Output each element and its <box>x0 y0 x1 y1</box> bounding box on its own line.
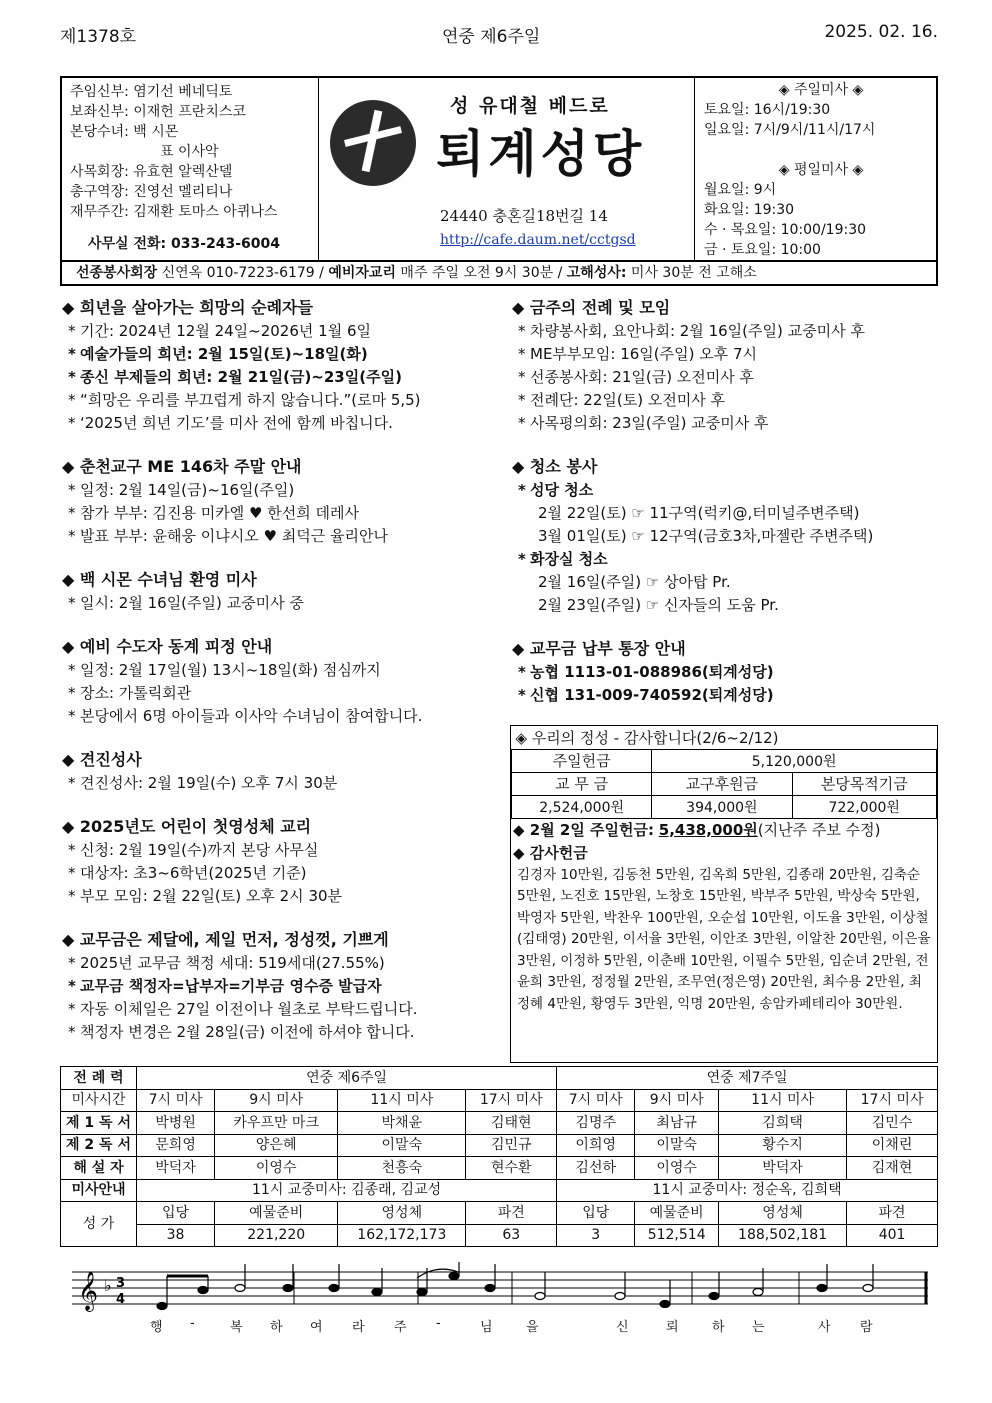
cleaning-line: 2월 16일(주일) ☞ 상아탑 Pr. <box>538 573 731 591</box>
clergy-line: 보좌신부: 이재헌 프란치스코 <box>70 104 246 120</box>
lyric-syllable: 람 <box>860 1320 875 1335</box>
list-item: * 성당 청소 <box>512 479 938 502</box>
list-item: * 대상자: 초3~6학년(2025년 기준) <box>62 862 502 885</box>
list-item: * 본당에서 6명 아이들과 이사악 수녀님이 참여합니다. <box>62 705 502 728</box>
table-cell: 이희영 <box>557 1134 635 1157</box>
list-item: * 종신 부제들의 희년: 2월 21일(금)~23일(주일) <box>62 366 502 389</box>
svg-text:4: 4 <box>116 1292 126 1307</box>
table-cell: 현수환 <box>466 1157 557 1180</box>
table-cell: 김태현 <box>466 1112 557 1135</box>
cross-logo-icon <box>330 100 416 186</box>
hymn-header: 예물준비 <box>635 1202 719 1225</box>
list-item: * 선종봉사회: 21일(금) 오전미사 후 <box>512 366 938 389</box>
list-item: * 신협 131-009-740592(퇴계성당) <box>512 684 938 707</box>
section-title: ◆ 견진성사 <box>62 750 142 769</box>
feb2-note: (지난주 주보 수정) <box>757 820 881 839</box>
offering-label: 교 무 금 <box>512 772 652 795</box>
row-label: 제 2 독 서 <box>61 1134 137 1157</box>
table-cell: 162,172,173 <box>338 1224 466 1247</box>
table-cell: 512,514 <box>635 1224 719 1247</box>
lyric-syllable: - <box>436 1316 443 1331</box>
offering-value: 5,120,000원 <box>652 749 937 772</box>
hymn-header: 예물준비 <box>215 1202 338 1225</box>
table-cell: 63 <box>466 1224 557 1247</box>
right-column <box>512 296 938 707</box>
table-cell: 양은혜 <box>215 1134 338 1157</box>
list-item: * 예술가들의 희년: 2월 15일(토)~18일(화) <box>62 343 502 366</box>
table-cell: 이영수 <box>635 1157 719 1180</box>
mass-time-header: 11시 미사 <box>719 1089 847 1112</box>
table-cell: 김민수 <box>847 1112 938 1135</box>
table-cell: 401 <box>847 1224 938 1247</box>
week-header: 연중 제6주일 <box>137 1067 557 1090</box>
parish-address: 24440 충혼길18번길 14 <box>440 207 608 225</box>
section-title: ◆ 교무금은 제달에, 제일 먼저, 정성껏, 기쁘게 <box>62 930 389 949</box>
list-item: * 일시: 2월 16일(주일) 교중미사 중 <box>62 592 502 615</box>
table-cell: 문희영 <box>137 1134 215 1157</box>
info-bar <box>60 262 938 286</box>
weekday-mass-title: ◈ 평일미사 ◈ <box>778 162 864 178</box>
row-label: 전 례 력 <box>61 1067 137 1090</box>
lyric-syllable: 주 <box>394 1320 409 1335</box>
table-row <box>61 1157 938 1180</box>
table-cell: 박덕자 <box>137 1157 215 1180</box>
row-label: 제 1 독 서 <box>61 1112 137 1135</box>
lyric-syllable: 여 <box>310 1320 325 1335</box>
lyric-syllable: 사 <box>818 1320 833 1335</box>
issue-date: 2025. 02. 16. <box>824 22 938 42</box>
list-item: * 농협 1113-01-088986(퇴계성당) <box>512 661 938 684</box>
offering-box <box>510 725 938 1063</box>
mass-time-line: 일요일: 7시/9시/11시/17시 <box>704 122 876 138</box>
mass-time-line: 월요일: 9시 <box>704 182 777 198</box>
section-title: ◆ 희년을 살아가는 희망의 순례자들 <box>62 298 313 317</box>
table-cell: 김선하 <box>557 1157 635 1180</box>
list-item: * 책정자 변경은 2월 28일(금) 이전에 하셔야 합니다. <box>62 1021 502 1044</box>
info-value: 신연옥 010-7223-6179 / <box>161 265 324 281</box>
hymn-header: 영성체 <box>719 1202 847 1225</box>
list-item: * 전례단: 22일(토) 오전미사 후 <box>512 389 938 412</box>
lyric-syllable: 라 <box>352 1320 367 1335</box>
lyric-syllable: - <box>190 1316 197 1331</box>
mass-time-line: 화요일: 19:30 <box>704 202 795 218</box>
week-header: 연중 제7주일 <box>557 1067 938 1090</box>
mass-time-line: 토요일: 16시/19:30 <box>704 102 831 118</box>
table-row <box>61 1112 938 1135</box>
top-line <box>60 22 938 48</box>
table-row <box>61 1134 938 1157</box>
feb2-label: ◆ 2월 2일 주일헌금: <box>513 820 655 839</box>
clergy-list <box>70 82 280 254</box>
lyric-syllable: 하 <box>712 1320 727 1335</box>
clergy-line: 재무주간: 김재환 토마스 아퀴나스 <box>70 204 278 220</box>
issue-number: 제1378호 <box>60 27 137 47</box>
mass-time-header: 9시 미사 <box>635 1089 719 1112</box>
row-label: 해 설 자 <box>61 1157 137 1180</box>
mass-time-line: 수 · 목요일: 10:00/19:30 <box>704 222 867 238</box>
table-cell: 김희택 <box>719 1112 847 1135</box>
list-item: * “희망은 우리를 부끄럽게 하지 않습니다.”(로마 5,5) <box>62 389 502 412</box>
section-title: ◆ 2025년도 어린이 첫영성체 교리 <box>62 817 312 836</box>
cleaning-line: 2월 23일(주일) ☞ 신자들의 도움 Pr. <box>538 596 779 614</box>
offering-value: 394,000원 <box>652 795 792 818</box>
lyric-syllable: 하 <box>270 1320 285 1335</box>
lyric-syllable: 복 <box>230 1320 245 1335</box>
lyric-syllable: 을 <box>526 1320 541 1335</box>
table-cell: 이채린 <box>847 1134 938 1157</box>
mass-time-line: 금 · 토요일: 10:00 <box>704 242 821 258</box>
table-cell: 김명주 <box>557 1112 635 1135</box>
section-title: ◆ 춘천교구 ME 146차 주말 안내 <box>62 457 302 476</box>
row-label: 미사시간 <box>61 1089 137 1112</box>
info-label: 고해성사: <box>566 265 627 281</box>
section-title: ◆ 예비 수도자 동계 피정 안내 <box>62 637 273 656</box>
mass-time-header: 7시 미사 <box>137 1089 215 1112</box>
hymn-header: 입당 <box>137 1202 215 1225</box>
table-cell: 38 <box>137 1224 215 1247</box>
table-cell: 이말숙 <box>635 1134 719 1157</box>
list-item: * 2025년 교무금 책정 세대: 519세대(27.55%) <box>62 952 502 975</box>
list-item: * 참가 부부: 김진용 미카엘 ♥ 한선희 데레사 <box>62 502 502 525</box>
parish-subtitle: 성 유대철 베드로 <box>450 95 610 117</box>
offering-label: 본당목적기금 <box>792 772 937 795</box>
cleaning-line: 3월 01일(토) ☞ 12구역(금호3차,마젤란 주변주택) <box>538 527 874 545</box>
list-item: * 발표 부부: 윤해웅 이냐시오 ♥ 최덕근 율리안나 <box>62 525 502 548</box>
mass-time-header: 11시 미사 <box>338 1089 466 1112</box>
list-item: * 일정: 2월 14일(금)~16일(주일) <box>62 479 502 502</box>
clergy-line: 표 이사악 <box>160 144 219 160</box>
hymn-header: 파견 <box>466 1202 557 1225</box>
table-cell: 11시 교중미사: 김종래, 김교성 <box>137 1179 557 1202</box>
cleaning-line: 2월 22일(토) ☞ 11구역(럭키@,터미널주변주택) <box>538 504 860 522</box>
office-phone: 사무실 전화: 033-243-6004 <box>88 236 280 252</box>
list-item: * 신청: 2월 19일(수)까지 본당 사무실 <box>62 839 502 862</box>
parish-name: 퇴계성당 <box>436 125 646 183</box>
header-box <box>60 76 938 262</box>
flat-icon: ♭ <box>104 1276 112 1295</box>
offering-label: 교구후원금 <box>652 772 792 795</box>
table-cell: 박채윤 <box>338 1112 466 1135</box>
lyric-syllable: 행 <box>150 1320 165 1335</box>
mass-time-header: 17시 미사 <box>847 1089 938 1112</box>
left-column <box>62 296 502 1044</box>
table-cell: 221,220 <box>215 1224 338 1247</box>
section-title: ◆ 교무금 납부 통장 안내 <box>512 639 686 658</box>
treble-clef-icon: 𝄞 <box>78 1271 99 1311</box>
offering-label: 주일헌금 <box>512 749 652 772</box>
info-label: 예비자교리 <box>328 265 396 281</box>
info-value: 미사 30분 전 고해소 <box>630 265 757 281</box>
mass-time-header: 7시 미사 <box>557 1089 635 1112</box>
table-cell: 11시 교중미사: 정순옥, 김희택 <box>557 1179 938 1202</box>
parish-logo-area <box>320 78 756 264</box>
sunday-mass-title: ◈ 주일미사 ◈ <box>778 82 864 98</box>
offering-value: 722,000원 <box>792 795 937 818</box>
list-item: * 일정: 2월 17일(월) 13시~18일(화) 점심까지 <box>62 659 502 682</box>
table-cell: 188,502,181 <box>719 1224 847 1247</box>
list-item: * 견진성사: 2월 19일(수) 오후 7시 30분 <box>62 772 502 795</box>
table-cell: 박덕자 <box>719 1157 847 1180</box>
donor-list: 김경자 10만원, 김동천 5만원, 김옥희 5만원, 김종래 20만원, 김축순 5만원, 노진호 15만원, 노창호 15만원, 박부주 5만원, 박상숙 5만원, 박영자 5만원, 박찬우 100만원, 오순섭 10만원, 이도율 3만원, 이상철(김태영) 20만원, 이서율 3만원, 이안조 3만원, 이알찬 20만원, 이은율 3만원, 이정하 5만원, 이춘배 10만원, 이필수 5만원, 임순녀 2만원, 전윤희 3만원, 정정월 2만원, 조무연(정은영) 20만원, 최수용 2만원, 최정혜 4만원, 황영두 3만원, 익명 20만원, 송암카페테리아 30만원. <box>517 866 931 1012</box>
table-cell: 김민규 <box>466 1134 557 1157</box>
clergy-line: 본당수녀: 백 시몬 <box>70 124 179 140</box>
table-cell: 이영수 <box>215 1157 338 1180</box>
info-value: 매주 주일 오전 9시 30분 / <box>400 265 563 281</box>
section-title: ◆ 백 시몬 수녀님 환영 미사 <box>62 570 257 589</box>
music-staff <box>72 1262 936 1362</box>
clergy-line: 사목회장: 유효현 알렉산델 <box>70 164 233 180</box>
list-item: * 자동 이체일은 27일 이전이나 월초로 부탁드립니다. <box>62 998 502 1021</box>
mass-time-header: 17시 미사 <box>466 1089 557 1112</box>
list-item: * 사목평의회: 23일(주일) 교중미사 후 <box>512 412 938 435</box>
time-signature: 3 <box>116 1276 126 1291</box>
list-item: * ME부부모임: 16일(주일) 오후 7시 <box>512 343 938 366</box>
table-cell: 황수지 <box>719 1134 847 1157</box>
list-item: * 교무금 책정자=납부자=기부금 영수증 발급자 <box>62 975 502 998</box>
table-cell: 카우프만 마크 <box>215 1112 338 1135</box>
info-label: 선종봉사회장 <box>76 265 158 281</box>
table-cell: 이말숙 <box>338 1134 466 1157</box>
offering-title: ◈ 우리의 정성 - 감사합니다(2/6~2/12) <box>512 726 937 749</box>
lyric-syllable: 신 <box>616 1320 631 1335</box>
offering-table <box>511 726 937 819</box>
lyric-syllable: 뢰 <box>666 1320 681 1335</box>
lyric-syllable: 님 <box>480 1320 495 1335</box>
liturgical-week: 연중 제6주일 <box>442 27 541 47</box>
table-cell: 천흥숙 <box>338 1157 466 1180</box>
list-item: * 장소: 가톨릭회관 <box>62 682 502 705</box>
clergy-line: 총구역장: 진영선 멜리티나 <box>70 184 233 200</box>
table-cell: 김재현 <box>847 1157 938 1180</box>
clergy-line: 주임신부: 염기선 베네딕토 <box>70 84 233 100</box>
mass-time-header: 9시 미사 <box>215 1089 338 1112</box>
section-title: ◆ 청소 봉사 <box>512 457 598 476</box>
liturgy-schedule-table <box>60 1066 938 1247</box>
cafe-link[interactable]: http://cafe.daum.net/cctgsd <box>440 232 636 248</box>
table-cell: 3 <box>557 1224 635 1247</box>
list-item: * 부모 모임: 2월 22일(토) 오후 2시 30분 <box>62 885 502 908</box>
list-item: * ‘2025년 희년 기도’를 미사 전에 함께 바칩니다. <box>62 412 502 435</box>
thanks-title: ◆ 감사헌금 <box>513 843 588 862</box>
row-label: 미사안내 <box>61 1179 137 1202</box>
feb2-offering <box>511 819 937 842</box>
offering-value: 2,524,000원 <box>512 795 652 818</box>
hymn-header: 입당 <box>557 1202 635 1225</box>
list-item: * 기간: 2024년 12월 24일~2026년 1월 6일 <box>62 320 502 343</box>
hymn-header: 파견 <box>847 1202 938 1225</box>
list-item: * 차량봉사회, 요안나회: 2월 16일(주일) 교중미사 후 <box>512 320 938 343</box>
lyric-syllable: 는 <box>752 1320 767 1335</box>
list-item: * 화장실 청소 <box>512 548 938 571</box>
feb2-value: 5,438,000원 <box>658 820 758 839</box>
row-label: 성 가 <box>61 1202 137 1247</box>
section-title: ◆ 금주의 전례 및 모임 <box>512 298 671 317</box>
hymn-header: 영성체 <box>338 1202 466 1225</box>
mass-times <box>698 78 938 260</box>
table-cell: 박병원 <box>137 1112 215 1135</box>
table-cell: 최남규 <box>635 1112 719 1135</box>
